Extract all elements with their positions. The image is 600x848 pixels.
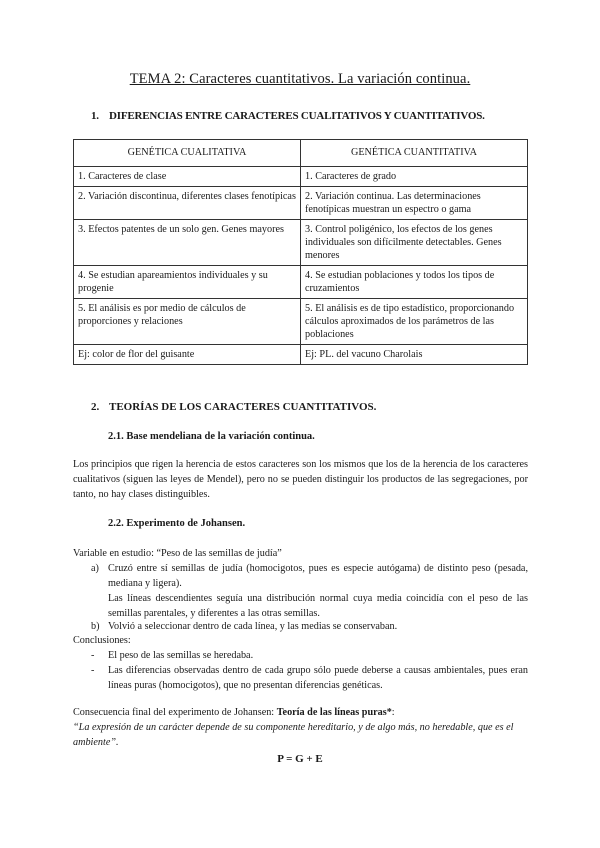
list-text: Las líneas descendientes seguía una distribución normal cuya media coincidía con el peso de las semillas parentales, y diferentes a las otras semillas. [108,593,528,619]
section-2-title: TEORÍAS DE LOS CARACTERES CUANTITATIVOS. [109,401,377,413]
table-header-row [74,140,528,167]
conclusions-label: Conclusiones: [73,635,131,646]
table-row [74,167,528,187]
list-item [91,619,528,634]
list-text: Cruzó entre sí semillas de judía (homocigotos, pues es especie autógama) de distinto peso (pesada, mediana y ligera). [108,563,528,589]
page-title: TEMA 2: Caracteres cuantitativos. La variación continua. [129,71,471,87]
consequence-suffix: : [391,707,395,718]
table-cell: 4. Se estudian poblaciones y todos los tipos de cruzamientos [301,266,528,299]
table-header-cell: GENÉTICA CUANTITATIVA [301,140,528,167]
section-1-heading [91,110,485,122]
table-cell: 4. Se estudian apareamientos individuales y su progenie [74,266,301,299]
subsection-2-1-heading: 2.1. Base mendeliana de la variación continua. [108,431,315,442]
list-item [91,663,528,693]
list-text: El peso de las semillas se heredaba. [108,650,254,661]
list-marker: - [91,650,95,661]
table-row [74,220,528,266]
variable-line: Variable en estudio: “Peso de las semillas de judía” [73,548,282,559]
table-cell: 3. Control poligénico, los efectos de los genes individuales son difícilmente detectables. Genes menores [301,220,528,266]
list-item [91,591,528,621]
table-cell: 2. Variación continua. Las determinaciones fenotípicas muestran un espectro o gama [301,187,528,220]
formula: P = G + E [277,753,323,765]
table-header-cell: GENÉTICA CUALITATIVA [74,140,301,167]
subsection-2-2-heading: 2.2. Experimento de Johansen. [108,518,246,529]
table-cell: 5. El análisis es por medio de cálculos de proporciones y relaciones [74,299,301,345]
list-marker: - [91,665,95,676]
table-cell: 5. El análisis es de tipo estadístico, proporcionando cálculos aproximados de los parámetros de las poblaciones [301,299,528,345]
section-1-title: DIFERENCIAS ENTRE CARACTERES CUALITATIVOS Y CUANTITATIVOS. [109,110,485,122]
section-1-number: 1. [91,110,99,122]
subsection-2-1-paragraph: Los principios que rigen la herencia de estos caracteres son los mismos que los de la herencia de los caracteres cualitativos (siguen las leyes de Mendel), pero no se pueden distinguir los productos de las segregaciones, por tanto, no hay clases distinguibles. [73,459,528,500]
consequence-theory: Teoría de las líneas puras* [276,707,392,718]
table-row [74,187,528,220]
table-row [74,345,528,365]
list-item [91,561,528,591]
list-text: Las diferencias observadas dentro de cada grupo sólo puede deberse a causas ambientales, pues eran líneas puras (homocigotos), que no presentan diferencias genéticas. [108,665,528,691]
table-row [74,266,528,299]
table-cell: 3. Efectos patentes de un solo gen. Genes mayores [74,220,301,266]
list-text: Volvió a seleccionar dentro de cada línea, y las medias se conservaban. [108,621,398,632]
table-cell: 1. Caracteres de grado [301,167,528,187]
list-marker: b) [91,621,100,632]
table-cell: Ej: PL. del vacuno Charolais [301,345,528,365]
johansen-quote: “La expresión de un carácter depende de su componente hereditario, y de algo más, no heredable, que es el ambiente”. [73,722,514,748]
table-row [74,299,528,345]
section-2-number: 2. [91,401,100,413]
list-item [91,648,528,663]
table-cell: 1. Caracteres de clase [74,167,301,187]
table-cell: 2. Variación discontinua, diferentes clases fenotípicas [74,187,301,220]
consequence-prefix: Consecuencia final del experimento de Johansen: [73,707,277,718]
table-cell: Ej: color de flor del guisante [74,345,301,365]
list-marker: a) [91,563,99,574]
comparison-table [73,139,528,365]
section-2-heading [91,401,376,413]
consequence-line [73,705,395,720]
